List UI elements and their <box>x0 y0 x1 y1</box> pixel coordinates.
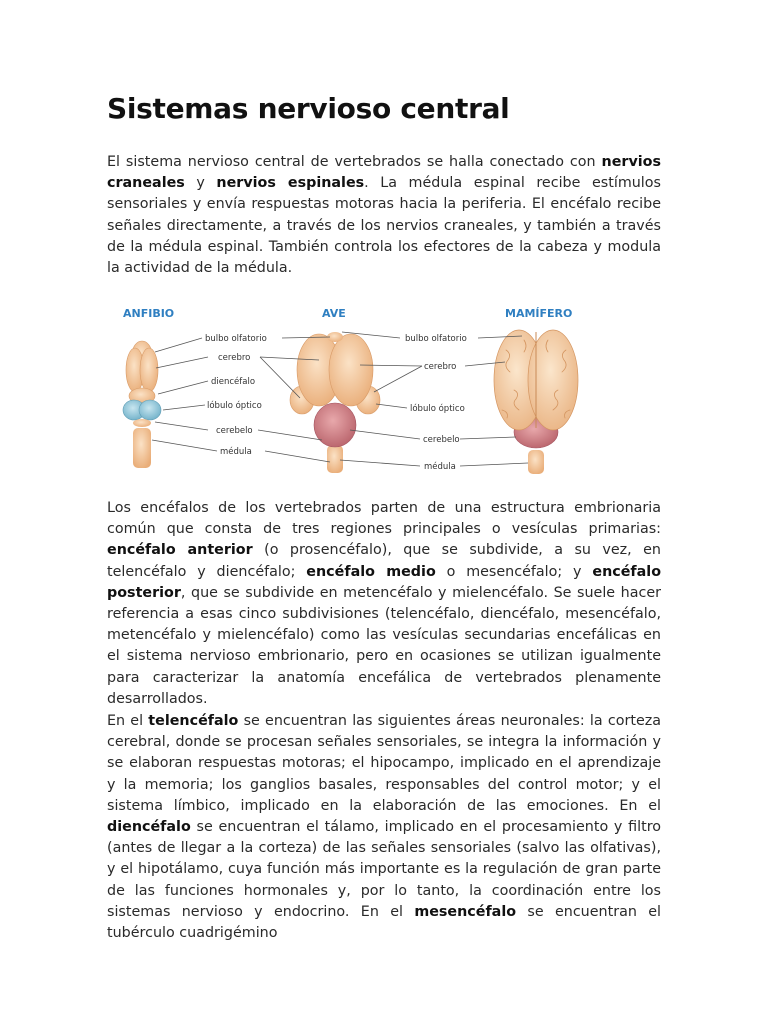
bold-term: telencéfalo <box>148 713 239 729</box>
paragraph-brain-regions: En el telencéfalo se encuentran las siguientes áreas neuronales: la corteza cerebral, donde se procesan señales sensoriales, se integra la información y se elaboran respuestas motoras; el hipocampo, implicado en el aprendizaje y la memoria; los ganglios basales, responsables del control motor; y el sistema límbico, implicado en la elaboración de las emociones. En el diencéfalo se encuentran el tálamo, implicado en el procesamiento y filtro (antes de llegar a la corteza) de las señales sensoriales (salvo las olfativas), y el hipotálamo, cuya función más importante es la regulación de gran parte de las funciones hormonales y, por lo tanto, la coordinación entre los sistemas nervioso y endocrino. En el mesencéfalo se encuentran el tubérculo cuadrigémino <box>107 713 661 942</box>
title-ave: AVE <box>322 307 346 320</box>
label-cerebelo-2: cerebelo <box>423 435 460 445</box>
label-diencefalo: diencéfalo <box>211 377 256 387</box>
label-bulbo-olfatorio-1: bulbo olfatorio <box>205 334 267 344</box>
bold-term: encéfalo posterior <box>107 563 662 601</box>
label-cerebro-1: cerebro <box>218 353 251 363</box>
label-cerebelo-1: cerebelo <box>216 426 253 436</box>
bold-term: encéfalo anterior <box>107 542 253 559</box>
label-lobulo-optico-2: lóbulo óptico <box>410 404 465 414</box>
label-medula-1: médula <box>220 447 252 457</box>
title-mamifero: MAMÍFERO <box>505 307 573 320</box>
page-title: Sistemas nervioso central <box>107 92 510 125</box>
label-cerebro-2: cerebro <box>424 362 457 372</box>
paragraph-intro: El sistema nervioso central de vertebrados se halla conectado con nervios craneales y nervios espinales. La médula espinal recibe estímulos sensoriales y envía respuestas motoras hacia la periferia. El encéfalo recibe señales directamente, a través de los nervios craneales, y también a través de la médula espinal. También controla los efectores de la cabeza y modula la actividad de la médula. <box>107 154 661 277</box>
bold-term: diencéfalo <box>107 819 191 836</box>
bird-brain-illustration <box>290 332 380 473</box>
mammal-brain-illustration <box>494 330 578 474</box>
amphibian-brain-illustration <box>123 341 161 468</box>
paragraph-embryonic-structure: Los encéfalos de los vertebrados parten de una estructura embrionaria común que consta de tres regiones principales o vesículas primarias: encéfalo anterior (o prosencéfalo), que se subdivide, a su vez, en telencéfalo y diencéfalo; encéfalo medio o mesencéfalo; y encéfalo posterior, que se subdivide en metencéfalo y mielencéfalo. Se suele hacer referencia a esas cinco subdivisiones (telencéfalo, diencéfalo, mesencéfalo, metencéfalo y mielencéfalo) como las vesículas secundarias encefálicas en el sistema nervioso embrionario, pero en ocasiones se utilizan igualmente para caracterizar la anatomía encefálica de vertebrados plenamente desarrollados. <box>107 500 662 707</box>
bold-term: nervios craneales <box>107 154 661 192</box>
label-bulbo-olfatorio-2: bulbo olfatorio <box>405 334 467 344</box>
label-lobulo-optico-1: lóbulo óptico <box>207 401 262 411</box>
bold-term: mesencéfalo <box>414 903 517 920</box>
brain-comparison-figure <box>110 300 573 480</box>
title-anfibio: ANFIBIO <box>123 307 175 320</box>
label-medula-2: médula <box>424 462 456 472</box>
bold-term: nervios espinales <box>216 175 365 192</box>
bold-term: encéfalo medio <box>306 563 436 580</box>
